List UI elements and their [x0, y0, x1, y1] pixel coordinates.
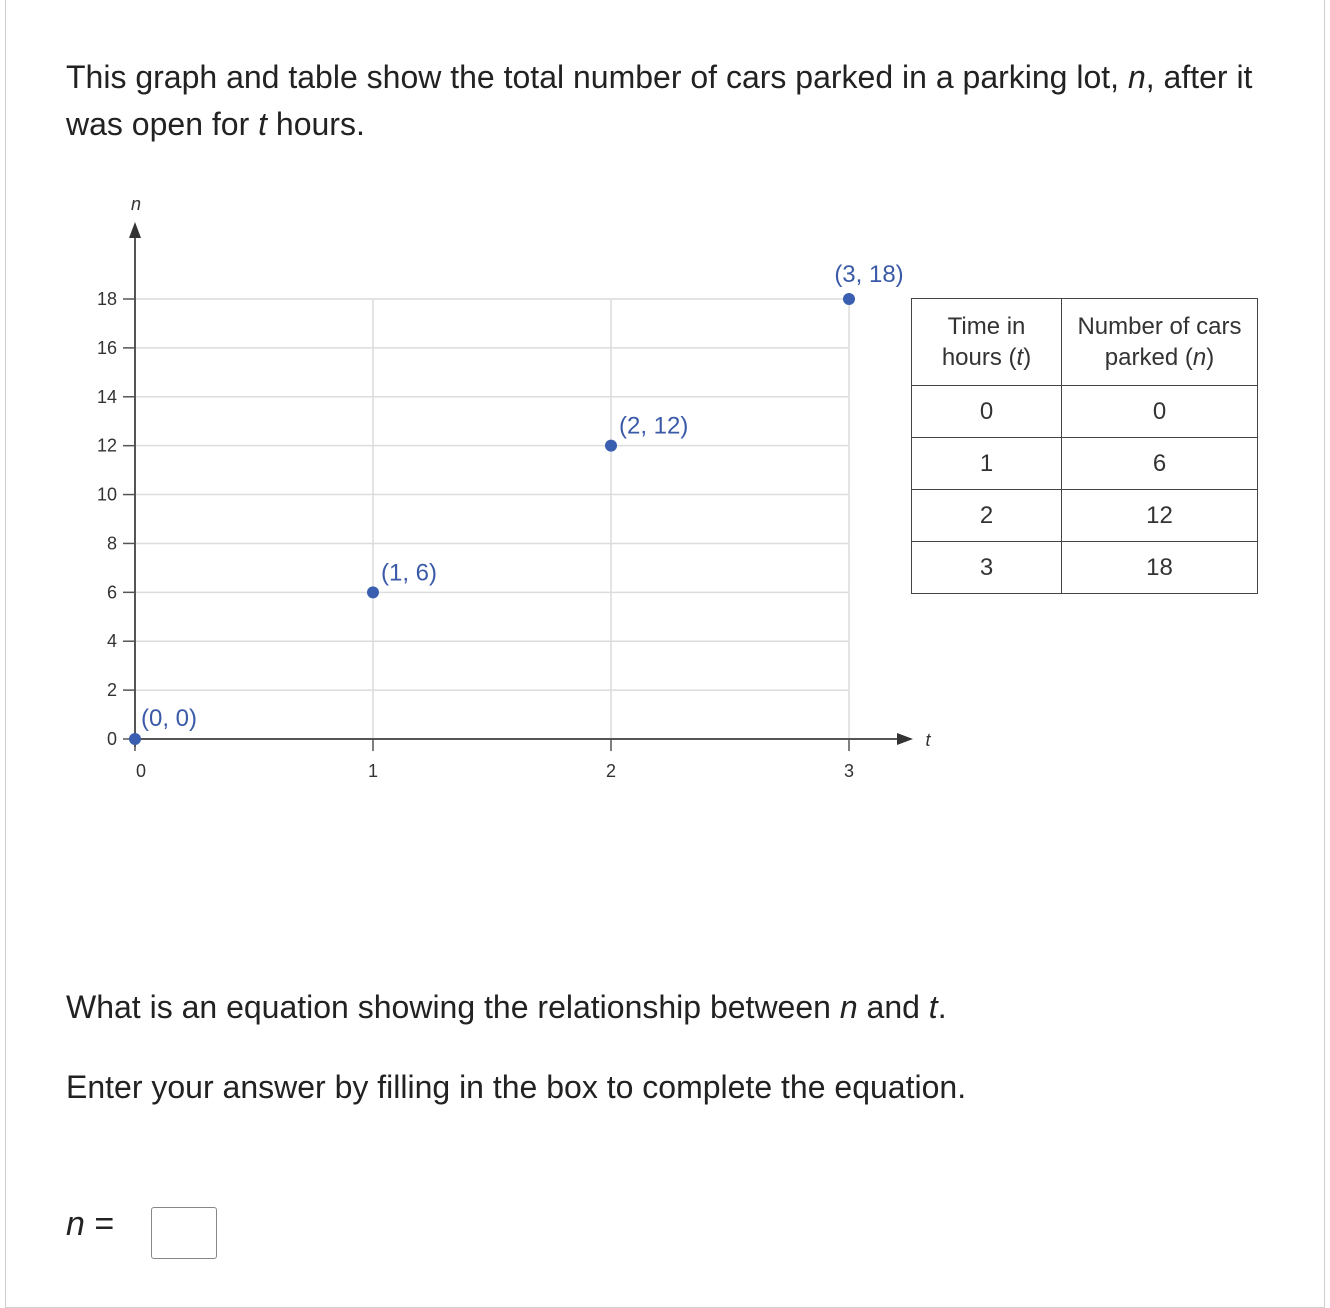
- data-label: (1, 6): [381, 559, 438, 587]
- y-axis-label: n: [130, 194, 142, 214]
- x-axis-label: t: [925, 730, 931, 750]
- question-prompt: What is an equation showing the relationship between n and t.: [66, 989, 947, 1025]
- cell-t: 2: [912, 490, 1062, 542]
- data-point: [367, 586, 379, 598]
- data-point: [605, 440, 617, 452]
- data-table: [911, 298, 1258, 594]
- y-axis-arrow-icon: [129, 222, 141, 238]
- table-row: [912, 490, 1258, 542]
- y-tick-label: 8: [106, 533, 117, 554]
- answer-input[interactable]: [151, 1207, 217, 1259]
- cell-t: 3: [912, 542, 1062, 594]
- question-intro: This graph and table show the total number of cars parked in a parking lot, n, after it was open for t hours.: [66, 59, 1253, 142]
- data-point: [843, 293, 855, 305]
- y-tick-label: 4: [106, 631, 117, 652]
- y-tick-label: 18: [96, 289, 117, 309]
- x-tick-label: 0: [135, 761, 147, 781]
- cell-n: 18: [1062, 542, 1258, 594]
- question-instruction: Enter your answer by filling in the box to complete the equation.: [66, 1069, 967, 1105]
- cell-n: 12: [1062, 490, 1258, 542]
- x-tick-label: 1: [367, 761, 379, 781]
- x-tick-label: 3: [843, 761, 855, 781]
- y-tick-label: 0: [106, 729, 117, 749]
- x-axis-arrow-icon: [897, 733, 913, 745]
- data-label: (0, 0): [141, 705, 198, 732]
- y-tick-label: 16: [96, 337, 117, 358]
- y-tick-label: 2: [106, 680, 117, 701]
- y-tick-label: 10: [96, 484, 117, 505]
- cell-n: 6: [1062, 438, 1258, 490]
- equation-lhs: n =: [66, 1205, 115, 1243]
- table-header: [912, 299, 1258, 386]
- header-cars: Number of cars parked (n): [1062, 299, 1258, 386]
- data-label: (3, 18): [834, 261, 904, 288]
- header-time: Time in hours (t): [912, 299, 1062, 386]
- y-tick-label: 12: [96, 435, 117, 456]
- table-row: [912, 386, 1258, 438]
- data-point: [129, 733, 141, 745]
- table-row: [912, 542, 1258, 594]
- x-tick-label: 2: [605, 761, 617, 781]
- cell-t: 0: [912, 386, 1062, 438]
- cell-n: 0: [1062, 386, 1258, 438]
- cell-t: 1: [912, 438, 1062, 490]
- y-tick-label: 6: [106, 582, 117, 603]
- y-tick-label: 14: [96, 386, 117, 407]
- table-row: [912, 438, 1258, 490]
- data-label: (2, 12): [619, 412, 689, 440]
